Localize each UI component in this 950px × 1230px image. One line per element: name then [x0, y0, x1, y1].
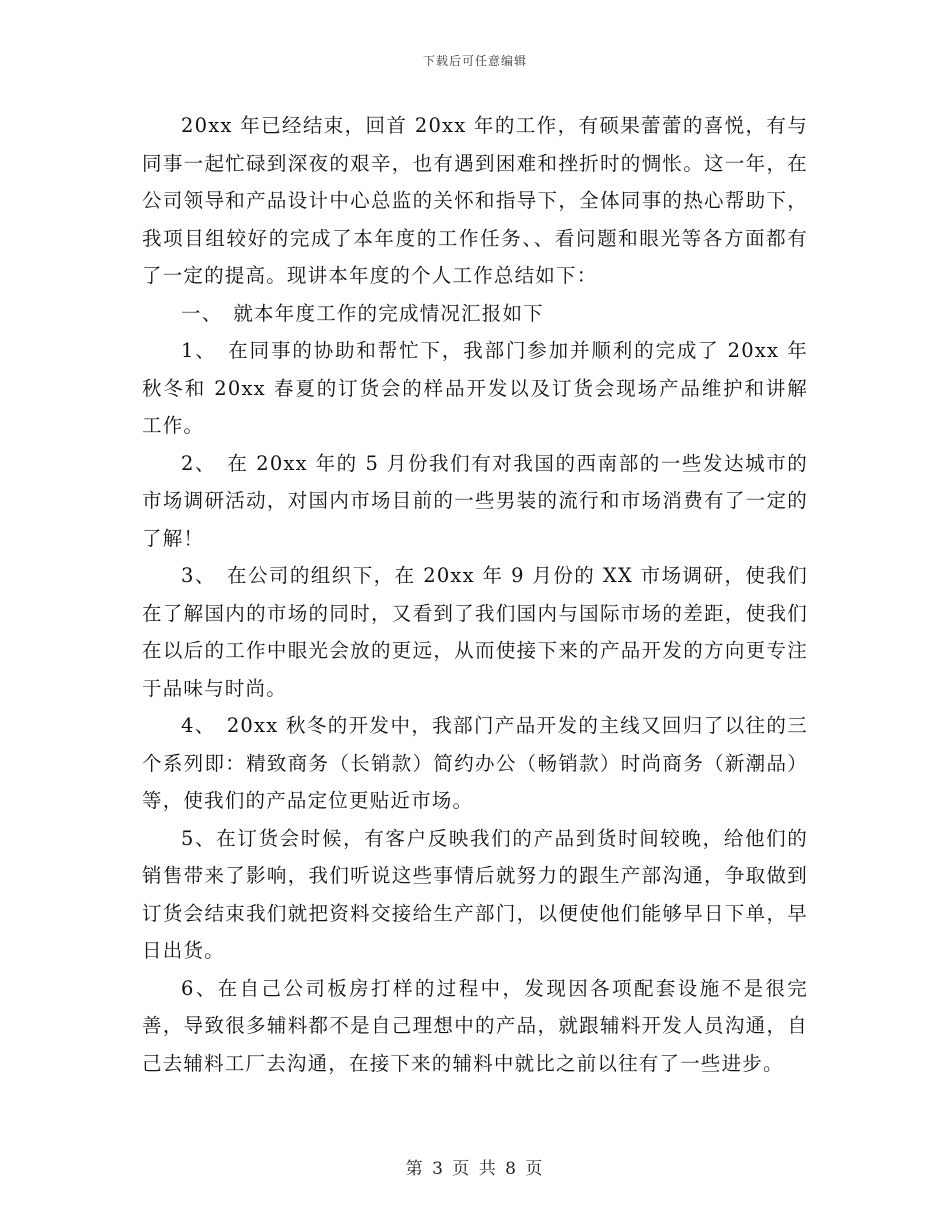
list-item-4: 4、 20xx 秋冬的开发中，我部门产品开发的主线又回归了以往的三个系列即：精致商务（长销款）简约办公（畅销款）时尚商务（新潮品）等，使我们的产品定位更贴近市场。: [142, 714, 808, 812]
list-item-3: 3、 在公司的组织下，在 20xx 年 9 月份的 XX 市场调研，使我们在了解国内的市场的同时，又看到了我们国内与国际市场的差距，使我们在以后的工作中眼光会放的更远，从而使接下来的产品开发的方向更专注于品味与时尚。: [142, 564, 808, 700]
list-item-2: 2、 在 20xx 年的 5 月份我们有对我国的西南部的一些发达城市的市场调研活动，对国内市场目前的一些男装的流行和市场消费有了一定的了解！: [142, 451, 808, 550]
page-number-footer: 第 3 页 共 8 页: [405, 1159, 545, 1179]
list-item-5: 5、在订货会时候，有客户反映我们的产品到货时间较晚，给他们的销售带来了影响，我们听说这些事情后就努力的跟生产部沟通，争取做到订货会结束我们就把资料交接给生产部门，以便使他们能够早日下单，早日出货。: [142, 826, 808, 962]
list-item-6: 6、在自己公司板房打样的过程中，发现因各项配套设施不是很完善，导致很多辅料都不是自己理想中的产品，就跟辅料开发人员沟通，自己去辅料工厂去沟通，在接下来的辅料中就比之前以往有了一些进步。: [142, 976, 808, 1075]
document-body: [142, 107, 808, 1082]
section-heading: 一、 就本年度工作的完成情况汇报如下: [181, 301, 544, 325]
page-header: 下载后可任意编辑: [422, 54, 527, 68]
list-item-1: 1、 在同事的协助和帮忙下，我部门参加并顺利的完成了 20xx 年秋冬和 20xx 春夏的订货会的样品开发以及订货会现场产品维护和讲解工作。: [142, 339, 808, 437]
intro-paragraph: 20xx 年已经结束，回首 20xx 年的工作，有硕果蕾蕾的喜悦，有与同事一起忙碌到深夜的艰辛，也有遇到困难和挫折时的惆怅。这一年，在公司领导和产品设计中心总监的关怀和指导下，全体同事的热心帮助下，我项目组较好的完成了本年度的工作任务、、看问题和眼光等各方面都有了一定的提高。现讲本年度的个人工作总结如下：: [142, 114, 808, 287]
